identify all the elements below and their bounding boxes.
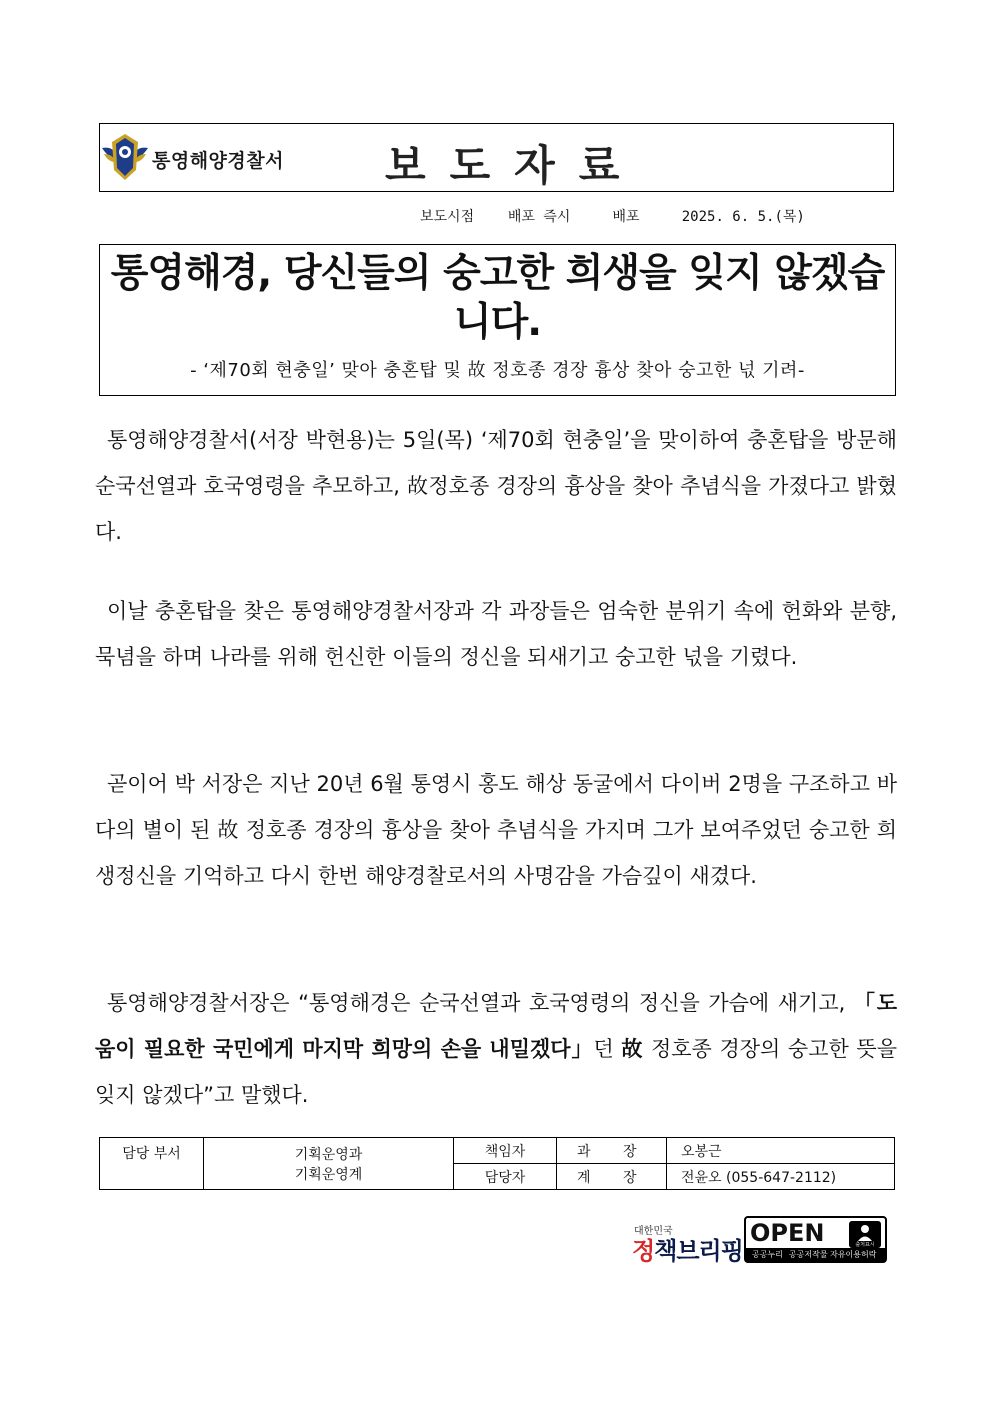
body-paragraph-2: 이날 충혼탑을 찾은 통영해양경찰서장과 각 과장들은 엄숙한 분위기 속에 헌화와 분향, 묵념을 하며 나라를 위해 헌신한 이들의 정신을 되새기고 숭고한 넋을 기렸다.	[95, 599, 897, 669]
coast-guard-emblem	[100, 130, 150, 184]
open-license-badge	[744, 1216, 887, 1263]
document-type-title: 보도자료	[385, 141, 644, 190]
distribution-label: 배포	[612, 209, 640, 225]
contact-table	[99, 1137, 895, 1190]
dept-names: 기획운영과 기획운영계	[204, 1138, 454, 1190]
org-name: 통영해양경찰서	[152, 150, 284, 172]
role-responsible: 책임자	[454, 1138, 557, 1164]
name-1: 오봉근	[667, 1138, 895, 1164]
body-paragraph-1: 통영해양경찰서(서장 박현용)는 5일(목) ‘제70회 현충일’을 맞이하여 충혼탑을 방문해 순국선열과 호국영령을 추모하고, 故정호종 경장의 흉상을 찾아 추념식을 가졌다고 밝혔다.	[95, 428, 897, 544]
open-license-bar: 공공누리 공공저작물 자유이용허락	[746, 1248, 885, 1261]
attribution-icon	[849, 1221, 881, 1248]
release-date: 2025. 6. 5.(목)	[681, 209, 805, 225]
subtitle: - ‘제70회 현충일’ 맞아 충혼탑 및 故 정호종 경장 흉상 찾아 숭고한 넋 기려-	[190, 360, 805, 381]
svg-text:출처표시: 출처표시	[855, 1242, 875, 1248]
dept-label: 담당 부서	[100, 1138, 204, 1190]
title-1: 과 장	[557, 1138, 667, 1164]
release-label: 보도시점	[420, 209, 475, 225]
name-2: 전윤오 (055-647-2112)	[667, 1164, 895, 1190]
open-word: OPEN	[750, 1219, 825, 1247]
emphasized-quote: 「도움이 필요한 국민에게 마지막 희망의 손을 내밀겠다」	[95, 991, 898, 1061]
role-contact: 담당자	[454, 1164, 557, 1190]
body-paragraph-4: 통영해양경찰서장은 “통영해경은 순국선열과 호국영령의 정신을 가슴에 새기고, 「도움이 필요한 국민에게 마지막 희망의 손을 내밀겠다」던 故 정호종 경장의 숭고한 뜻을 잊지 않겠다”고 말했다.	[95, 991, 898, 1107]
release-timing: 배포 즉시	[507, 209, 571, 225]
headline: 통영해경, 당신들의 숭고한 희생을 잊지 않겠습니다.	[110, 251, 885, 345]
release-info	[420, 206, 805, 226]
body-paragraph-3: 곧이어 박 서장은 지난 20년 6월 통영시 홍도 해상 동굴에서 다이버 2명을 구조하고 바다의 별이 된 故 정호종 경장의 흉상을 찾아 추념식을 가지며 그가 보여주었던 숭고한 희생정신을 기억하고 다시 한번 해양경찰로서의 사명감을 가슴깊이 새겼다.	[95, 772, 897, 888]
policy-briefing-logo: 대한민국 정책브리핑	[632, 1226, 743, 1265]
title-2: 계 장	[557, 1164, 667, 1190]
